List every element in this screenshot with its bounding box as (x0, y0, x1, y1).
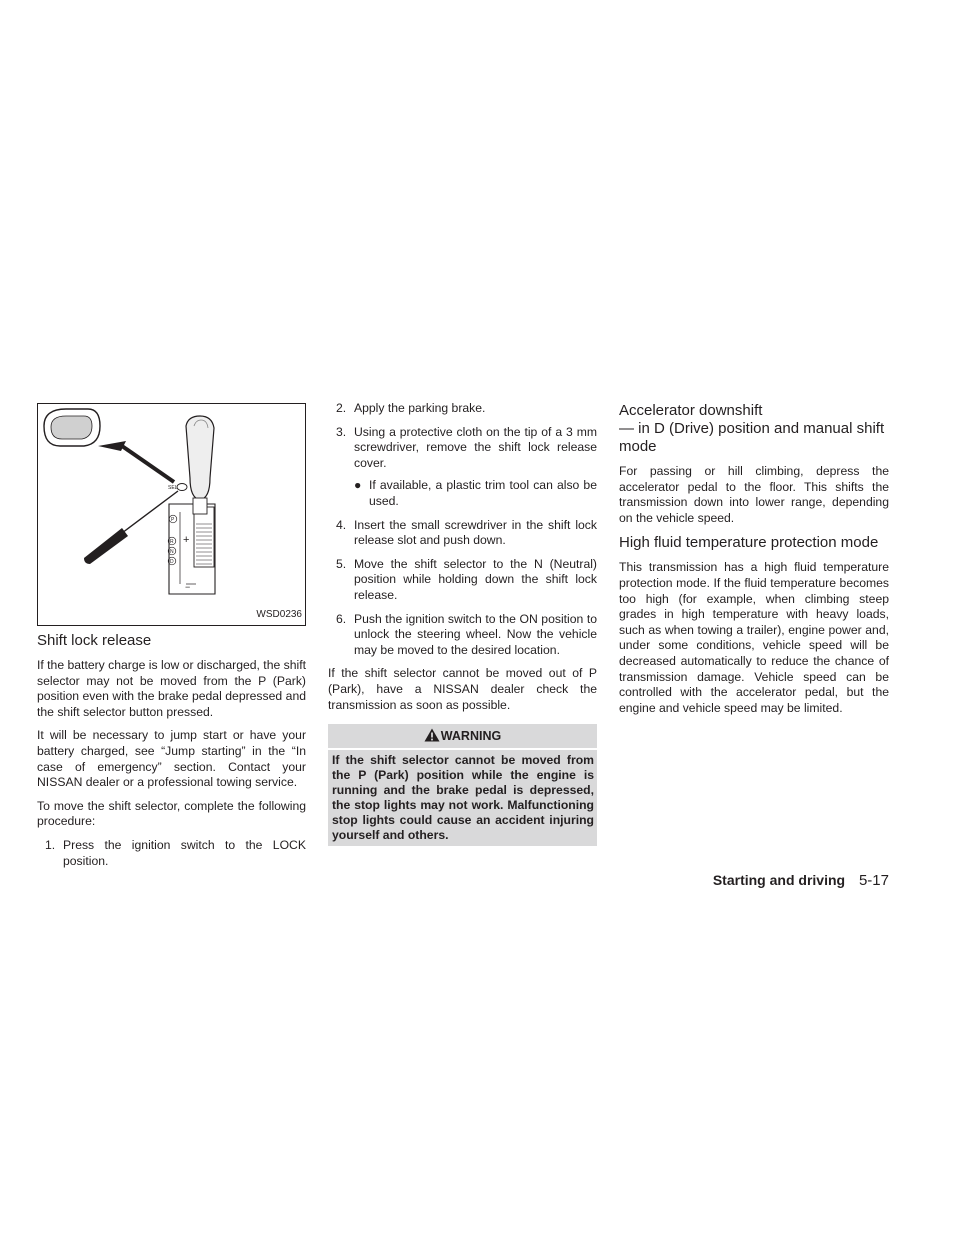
right-column (619, 402, 889, 724)
warning-header (328, 724, 597, 750)
procedure-list-part1 (37, 838, 306, 869)
middle-column (328, 401, 597, 846)
step-number: 2. (336, 401, 347, 415)
dealer-check-para: If the shift selector cannot be moved out of P (Park), have a NISSAN dealer check the transmission as soon as possible. (328, 666, 597, 712)
procedure-step-5 (328, 557, 597, 604)
page-footer (713, 872, 889, 889)
plus-label: + (183, 534, 190, 546)
gear-n-label: N (170, 549, 174, 555)
sel-label: SEL (168, 485, 178, 491)
warning-text: If the shift selector cannot be moved from the P (Park) position while the engine is running and the brake pedal is depressed, the stop lights may not work. Malfunctioning stop lights could cause an accident injuring yourself and others. (332, 752, 594, 842)
fluid-temp-heading: High fluid temperature protection mode (619, 534, 879, 552)
step-text: Move the shift selector to the N (Neutral) position while holding down the shift lock release. (354, 556, 597, 602)
heading-line-1: Accelerator downshift (619, 402, 763, 419)
step-text: Using a protective cloth on the tip of a 3 mm screwdriver, remove the shift lock release cover. (354, 424, 597, 470)
procedure-step-1 (37, 838, 306, 869)
figure-code: WSD0236 (256, 609, 302, 621)
page-number: 5-17 (858, 872, 889, 889)
fluid-temp-para: This transmission has a high fluid temperature protection mode. If the fluid temperature becomes too high (for example, when climbing steep grades in high temperature with heavy loads, such as when towing a trailer), engine power and, under some conditions, vehicle speed will be decreased automatically to reduce the chance of transmission damage. Vehicle speed can be controlled with the accelerator pedal, but the engine and vehicle speed may be limited. (619, 560, 889, 715)
procedure-step-6 (328, 612, 597, 659)
shift-lock-heading: Shift lock release (37, 632, 152, 649)
accelerator-downshift-heading (619, 402, 889, 456)
step-number: 3. (336, 424, 347, 439)
shift-lock-para-3: To move the shift selector, complete the following procedure: (37, 798, 306, 829)
bullet-item (354, 478, 597, 509)
step-text: Push the ignition switch to the ON position to unlock the steering wheel. Now the vehicle may be moved to the desired location. (354, 611, 597, 657)
step-number: 1. (45, 837, 56, 852)
step-3-bullets (354, 478, 597, 509)
step-text: Insert the small screwdriver in the shift lock release slot and push down. (354, 517, 597, 548)
left-column (37, 403, 306, 877)
shift-lock-para-2: It will be necessary to jump start or have your battery charged, see “Jump starting” in the “In case of emergency” section. Contact your NISSAN dealer or a professional towing service. (37, 728, 306, 790)
bullet-text: If available, a plastic trim tool can also be used. (369, 478, 597, 508)
minus-label: − (185, 582, 191, 592)
step-number: 5. (336, 556, 347, 571)
shift-lock-illustration (38, 404, 305, 625)
gear-p-label: P (171, 517, 175, 523)
procedure-step-2 (328, 401, 597, 417)
procedure-step-4 (328, 518, 597, 549)
procedure-list-part2 (328, 401, 597, 658)
warning-triangle-icon (424, 728, 440, 742)
step-number: 4. (336, 517, 347, 532)
gear-d-label: D (170, 559, 174, 565)
step-number: 6. (336, 611, 347, 626)
heading-line-2: — in D (Drive) position and manual shift mode (619, 420, 885, 455)
gear-r-label: R (170, 539, 174, 545)
bullet-icon: ● (354, 478, 362, 493)
warning-title: WARNING (440, 729, 502, 744)
procedure-step-3 (328, 425, 597, 510)
shift-lock-para-1: If the battery charge is low or discharged, the shift selector may not be moved from the P (Park) position even with the brake pedal depressed and the shift selector button pressed. (37, 658, 306, 719)
warning-box (328, 724, 597, 846)
shift-lock-figure (37, 403, 306, 626)
section-name: Starting and driving (712, 872, 846, 888)
step-text: Apply the parking brake. (354, 401, 486, 415)
accelerator-downshift-para: For passing or hill climbing, depress the accelerator pedal to the floor. This shifts the transmission down into lower range, depending on the vehicle speed. (619, 464, 889, 525)
step-text: Press the ignition switch to the LOCK position. (63, 837, 306, 868)
